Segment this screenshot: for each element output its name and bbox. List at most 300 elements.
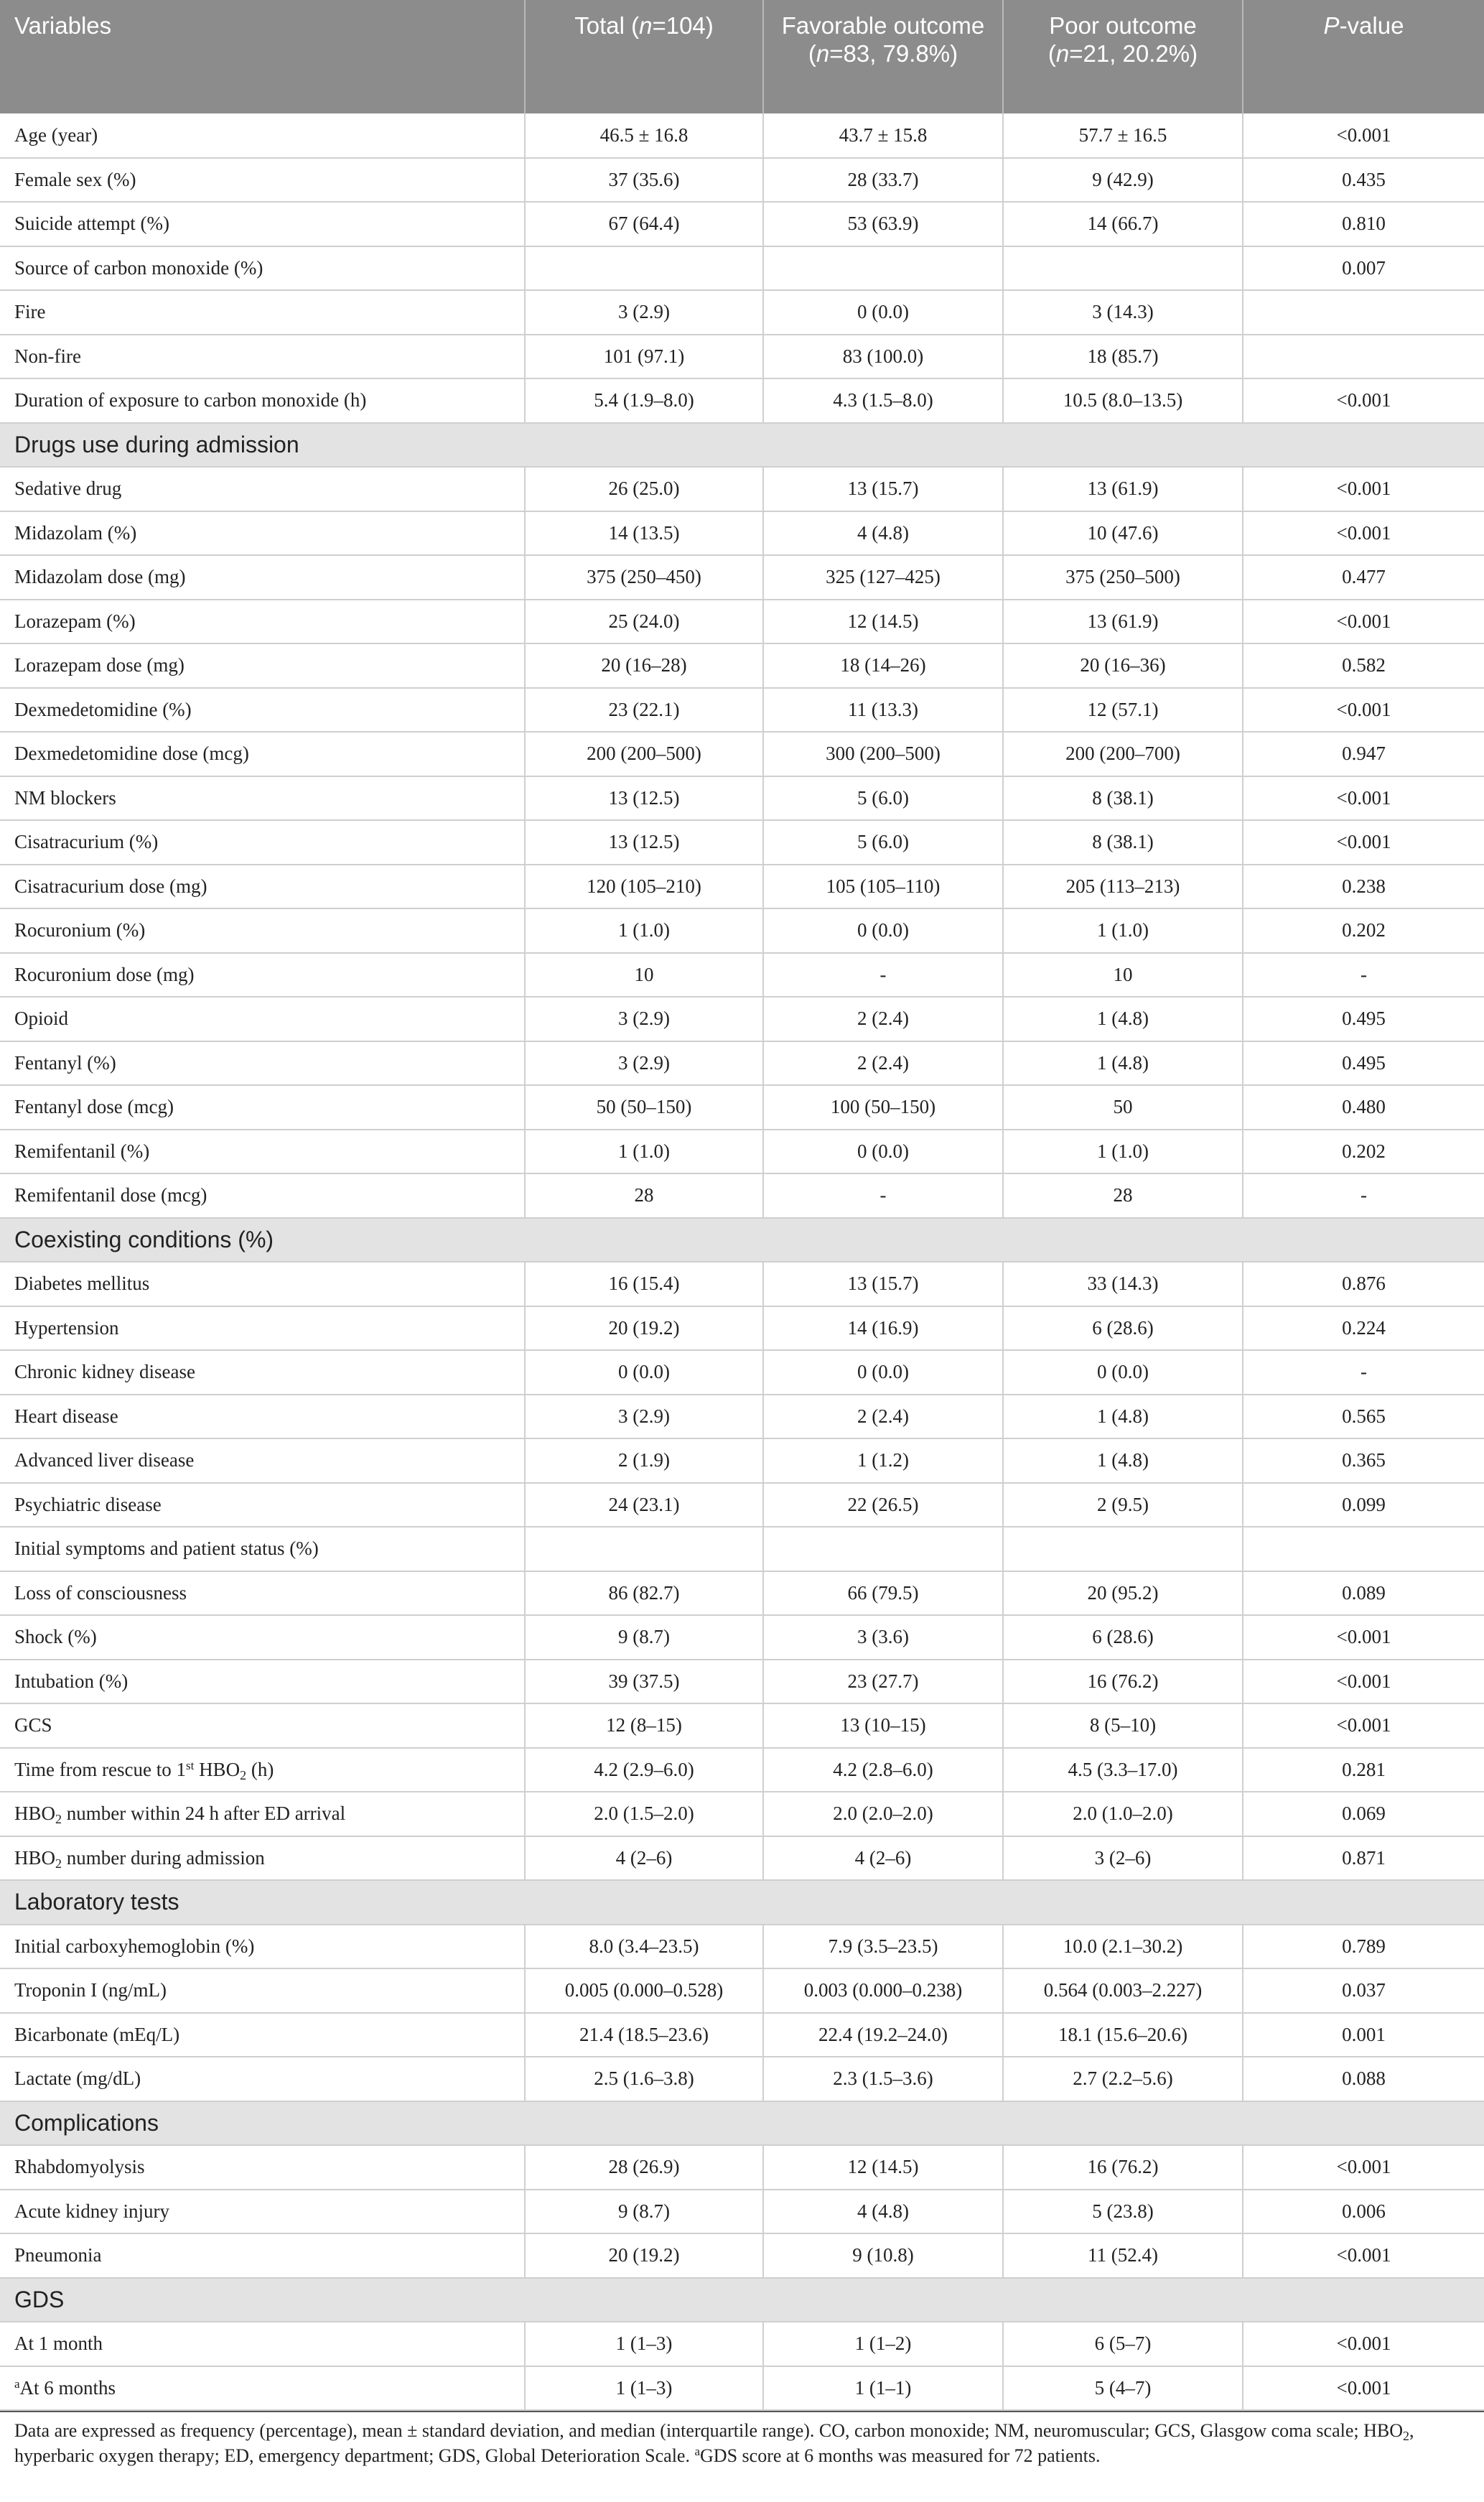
cell-p-value: 0.495 (1243, 997, 1484, 1041)
cell-total: 21.4 (18.5–23.6) (525, 2013, 763, 2057)
cell-p-value: 0.876 (1243, 1262, 1484, 1306)
table-row (0, 2057, 1484, 2101)
cell-p-value (1243, 290, 1484, 335)
cell-favorable-outcome: 1 (1–2) (763, 2322, 1003, 2366)
table-row (0, 2322, 1484, 2366)
cell-favorable-outcome: 0 (0.0) (763, 290, 1003, 335)
table-body (0, 113, 1484, 2410)
cell-total: 20 (19.2) (525, 1306, 763, 1351)
table-row (0, 2190, 1484, 2234)
cell-favorable-outcome: 7.9 (3.5–23.5) (763, 1925, 1003, 1969)
cell-favorable-outcome: 13 (15.7) (763, 1262, 1003, 1306)
cell-variables: Intubation (%) (0, 1660, 525, 1704)
cell-total: 13 (12.5) (525, 776, 763, 821)
section-row (0, 1218, 1484, 1262)
table-row (0, 555, 1484, 600)
header-favorable-outcome: Favorable outcome (n=83, 79.8%) (763, 0, 1003, 113)
cell-total: 50 (50–150) (525, 1085, 763, 1130)
table-row (0, 1660, 1484, 1704)
cell-variables: Lorazepam dose (mg) (0, 643, 525, 688)
cell-favorable-outcome: 12 (14.5) (763, 600, 1003, 644)
section-heading: Laboratory tests (0, 1880, 1484, 1925)
cell-variables: Rocuronium (%) (0, 908, 525, 953)
cell-favorable-outcome: 0 (0.0) (763, 1350, 1003, 1395)
cell-poor-outcome: 0 (0.0) (1003, 1350, 1243, 1395)
cell-p-value: 0.099 (1243, 1483, 1484, 1527)
cell-poor-outcome: 8 (5–10) (1003, 1703, 1243, 1748)
cell-variables: Psychiatric disease (0, 1483, 525, 1527)
cell-poor-outcome: 1 (4.8) (1003, 1438, 1243, 1483)
cell-favorable-outcome: 0.003 (0.000–0.238) (763, 1968, 1003, 2013)
table-row (0, 2013, 1484, 2057)
cell-p-value: <0.001 (1243, 776, 1484, 821)
cell-total: 26 (25.0) (525, 467, 763, 511)
cell-p-value: <0.001 (1243, 378, 1484, 423)
table-row (0, 997, 1484, 1041)
cell-variables: Suicide attempt (%) (0, 202, 525, 246)
cell-total: 3 (2.9) (525, 1041, 763, 1086)
cell-poor-outcome: 205 (113–213) (1003, 865, 1243, 909)
cell-total: 46.5 ± 16.8 (525, 113, 763, 158)
cell-poor-outcome: 2 (9.5) (1003, 1483, 1243, 1527)
cell-p-value: - (1243, 1173, 1484, 1218)
cell-favorable-outcome: 4.2 (2.8–6.0) (763, 1748, 1003, 1792)
cell-total: 5.4 (1.9–8.0) (525, 378, 763, 423)
cell-variables: Dexmedetomidine dose (mcg) (0, 732, 525, 776)
table-row (0, 688, 1484, 733)
cell-total: 16 (15.4) (525, 1262, 763, 1306)
cell-variables: Opioid (0, 997, 525, 1041)
cell-total: 3 (2.9) (525, 1395, 763, 1439)
table-row (0, 1615, 1484, 1660)
cell-variables: $^a$At 6 months (0, 2366, 525, 2411)
cell-poor-outcome (1003, 1527, 1243, 1571)
section-heading: Complications (0, 2101, 1484, 2146)
table-row (0, 113, 1484, 158)
table-row (0, 643, 1484, 688)
table-row (0, 1571, 1484, 1616)
cell-p-value: <0.001 (1243, 600, 1484, 644)
cell-variables: Acute kidney injury (0, 2190, 525, 2234)
cell-variables: Dexmedetomidine (%) (0, 688, 525, 733)
cell-poor-outcome: 5 (4–7) (1003, 2366, 1243, 2411)
cell-total: 3 (2.9) (525, 290, 763, 335)
cell-poor-outcome: 4.5 (3.3–17.0) (1003, 1748, 1243, 1792)
cell-favorable-outcome: 11 (13.3) (763, 688, 1003, 733)
cell-poor-outcome: 6 (5–7) (1003, 2322, 1243, 2366)
cell-total: 2.0 (1.5–2.0) (525, 1792, 763, 1836)
table-row (0, 290, 1484, 335)
cell-poor-outcome: 14 (66.7) (1003, 202, 1243, 246)
cell-variables: Advanced liver disease (0, 1438, 525, 1483)
cell-favorable-outcome: 83 (100.0) (763, 335, 1003, 379)
cell-total: 25 (24.0) (525, 600, 763, 644)
cell-variables: Non-fire (0, 335, 525, 379)
cell-poor-outcome: 1 (4.8) (1003, 1395, 1243, 1439)
cell-total (525, 1527, 763, 1571)
table-row (0, 378, 1484, 423)
cell-variables: $HBO_2$ number during admission (0, 1836, 525, 1881)
cell-poor-outcome: 10.5 (8.0–13.5) (1003, 378, 1243, 423)
cell-poor-outcome: 1 (4.8) (1003, 997, 1243, 1041)
cell-total: 1 (1–3) (525, 2366, 763, 2411)
cell-favorable-outcome: 1 (1.2) (763, 1438, 1003, 1483)
cell-total: 12 (8–15) (525, 1703, 763, 1748)
cell-p-value: 0.789 (1243, 1925, 1484, 1969)
cell-p-value: 0.495 (1243, 1041, 1484, 1086)
cell-favorable-outcome: 325 (127–425) (763, 555, 1003, 600)
cell-p-value: - (1243, 1350, 1484, 1395)
section-row (0, 423, 1484, 468)
cell-p-value: 0.088 (1243, 2057, 1484, 2101)
cell-poor-outcome: 20 (16–36) (1003, 643, 1243, 688)
cell-p-value: <0.001 (1243, 688, 1484, 733)
table-row (0, 776, 1484, 821)
cell-favorable-outcome: 0 (0.0) (763, 908, 1003, 953)
cell-total: 9 (8.7) (525, 1615, 763, 1660)
cell-poor-outcome: 9 (42.9) (1003, 158, 1243, 203)
table-header-row (0, 0, 1484, 113)
cell-variables: Female sex (%) (0, 158, 525, 203)
table-row (0, 2145, 1484, 2190)
cell-p-value: 0.281 (1243, 1748, 1484, 1792)
cell-favorable-outcome: 300 (200–500) (763, 732, 1003, 776)
cell-poor-outcome: 1 (4.8) (1003, 1041, 1243, 1086)
table-row (0, 335, 1484, 379)
section-row (0, 1880, 1484, 1925)
cell-variables: At 1 month (0, 2322, 525, 2366)
cell-total: 375 (250–450) (525, 555, 763, 600)
cell-p-value: 0.871 (1243, 1836, 1484, 1881)
cell-favorable-outcome: 4 (4.8) (763, 511, 1003, 556)
table-row (0, 2233, 1484, 2278)
cell-p-value: 0.202 (1243, 908, 1484, 953)
cell-favorable-outcome: 66 (79.5) (763, 1571, 1003, 1616)
table-row (0, 1792, 1484, 1836)
cell-favorable-outcome: 5 (6.0) (763, 776, 1003, 821)
cell-total: 1 (1–3) (525, 2322, 763, 2366)
cell-favorable-outcome: 18 (14–26) (763, 643, 1003, 688)
cell-p-value: <0.001 (1243, 511, 1484, 556)
cell-poor-outcome: 375 (250–500) (1003, 555, 1243, 600)
cell-total: 14 (13.5) (525, 511, 763, 556)
cell-total: 10 (525, 953, 763, 997)
cell-poor-outcome: 5 (23.8) (1003, 2190, 1243, 2234)
cell-p-value: 0.037 (1243, 1968, 1484, 2013)
cell-total: 4 (2–6) (525, 1836, 763, 1881)
cell-p-value: 0.238 (1243, 865, 1484, 909)
cell-total: 1 (1.0) (525, 908, 763, 953)
section-heading: Drugs use during admission (0, 423, 1484, 468)
cell-favorable-outcome: 0 (0.0) (763, 1130, 1003, 1174)
cell-p-value: 0.069 (1243, 1792, 1484, 1836)
cell-variables: Initial carboxyhemoglobin (%) (0, 1925, 525, 1969)
cell-favorable-outcome: 4 (2–6) (763, 1836, 1003, 1881)
cell-poor-outcome: 10 (47.6) (1003, 511, 1243, 556)
cell-total: 37 (35.6) (525, 158, 763, 203)
cell-poor-outcome: 2.0 (1.0–2.0) (1003, 1792, 1243, 1836)
table-row (0, 1438, 1484, 1483)
section-row (0, 2278, 1484, 2322)
cell-favorable-outcome: 22.4 (19.2–24.0) (763, 2013, 1003, 2057)
cell-variables: Fire (0, 290, 525, 335)
cell-variables: Shock (%) (0, 1615, 525, 1660)
cell-variables: Lactate (mg/dL) (0, 2057, 525, 2101)
cell-total: 28 (525, 1173, 763, 1218)
header-total: Total (n=104) (525, 0, 763, 113)
table-row (0, 1173, 1484, 1218)
cell-poor-outcome: 8 (38.1) (1003, 820, 1243, 865)
cell-variables: Initial symptoms and patient status (%) (0, 1527, 525, 1571)
cell-poor-outcome: 0.564 (0.003–2.227) (1003, 1968, 1243, 2013)
section-heading: GDS (0, 2278, 1484, 2322)
cell-variables: Hypertension (0, 1306, 525, 1351)
cell-p-value: 0.810 (1243, 202, 1484, 246)
cell-favorable-outcome: 4.3 (1.5–8.0) (763, 378, 1003, 423)
cell-variables: Midazolam (%) (0, 511, 525, 556)
cell-favorable-outcome: 2 (2.4) (763, 997, 1003, 1041)
cell-favorable-outcome: 28 (33.7) (763, 158, 1003, 203)
cell-favorable-outcome: 2.0 (2.0–2.0) (763, 1792, 1003, 1836)
cell-poor-outcome: 18 (85.7) (1003, 335, 1243, 379)
cell-variables: Rhabdomyolysis (0, 2145, 525, 2190)
header-variables: Variables (0, 0, 525, 113)
cell-favorable-outcome: 2 (2.4) (763, 1395, 1003, 1439)
cell-favorable-outcome: 4 (4.8) (763, 2190, 1003, 2234)
cell-p-value: 0.224 (1243, 1306, 1484, 1351)
cell-variables: Fentanyl (%) (0, 1041, 525, 1086)
cell-total: 120 (105–210) (525, 865, 763, 909)
cell-variables: Heart disease (0, 1395, 525, 1439)
cell-poor-outcome: 16 (76.2) (1003, 1660, 1243, 1704)
cell-variables: Age (year) (0, 113, 525, 158)
cell-favorable-outcome (763, 1527, 1003, 1571)
cell-poor-outcome: 200 (200–700) (1003, 732, 1243, 776)
cell-total: 0 (0.0) (525, 1350, 763, 1395)
table-row (0, 1130, 1484, 1174)
table-row (0, 1836, 1484, 1881)
cell-favorable-outcome: 1 (1–1) (763, 2366, 1003, 2411)
cell-favorable-outcome: 43.7 ± 15.8 (763, 113, 1003, 158)
cell-p-value: <0.001 (1243, 2145, 1484, 2190)
cell-variables: Remifentanil (%) (0, 1130, 525, 1174)
cell-variables: Diabetes mellitus (0, 1262, 525, 1306)
cell-poor-outcome: 3 (14.3) (1003, 290, 1243, 335)
cell-variables: Bicarbonate (mEq/L) (0, 2013, 525, 2057)
cell-variables: Fentanyl dose (mcg) (0, 1085, 525, 1130)
table-row (0, 1085, 1484, 1130)
cell-p-value: <0.001 (1243, 1703, 1484, 1748)
cell-variables: Midazolam dose (mg) (0, 555, 525, 600)
cell-p-value: 0.202 (1243, 1130, 1484, 1174)
cell-favorable-outcome: 5 (6.0) (763, 820, 1003, 865)
cell-p-value: 0.947 (1243, 732, 1484, 776)
header-poor-outcome: Poor outcome (n=21, 20.2%) (1003, 0, 1243, 113)
cell-variables: NM blockers (0, 776, 525, 821)
cell-total: 1 (1.0) (525, 1130, 763, 1174)
table-row (0, 600, 1484, 644)
cell-total: 67 (64.4) (525, 202, 763, 246)
table-row (0, 865, 1484, 909)
cell-poor-outcome: 20 (95.2) (1003, 1571, 1243, 1616)
cell-total: 2 (1.9) (525, 1438, 763, 1483)
cell-favorable-outcome: 2 (2.4) (763, 1041, 1003, 1086)
table-row (0, 511, 1484, 556)
cell-p-value (1243, 1527, 1484, 1571)
cell-variables: Remifentanil dose (mcg) (0, 1173, 525, 1218)
cell-total: 13 (12.5) (525, 820, 763, 865)
cell-total: 9 (8.7) (525, 2190, 763, 2234)
cell-variables: Loss of consciousness (0, 1571, 525, 1616)
cell-p-value: 0.477 (1243, 555, 1484, 600)
cell-favorable-outcome: 13 (10–15) (763, 1703, 1003, 1748)
cell-total: 20 (16–28) (525, 643, 763, 688)
cell-favorable-outcome: 13 (15.7) (763, 467, 1003, 511)
table-row (0, 1703, 1484, 1748)
table-footnote: Data are expressed as frequency (percentage), mean ± standard deviation, and median (interquartile range). CO, carbon monoxide; NM, neuromuscular; GCS, Glasgow coma scale; $HBO_2$, hyperbaric oxygen therapy; ED, emergency department; GDS, Global Deterioration Scale. $^a$GDS score at 6 months was measured for 72 patients. (0, 2411, 1484, 2468)
cell-p-value: <0.001 (1243, 1615, 1484, 1660)
table-row (0, 820, 1484, 865)
cell-poor-outcome: 6 (28.6) (1003, 1306, 1243, 1351)
cell-poor-outcome: 12 (57.1) (1003, 688, 1243, 733)
cell-variables: Cisatracurium dose (mg) (0, 865, 525, 909)
cell-favorable-outcome (763, 246, 1003, 291)
cell-p-value: <0.001 (1243, 1660, 1484, 1704)
table-row (0, 202, 1484, 246)
cell-p-value: 0.435 (1243, 158, 1484, 203)
cell-poor-outcome: 13 (61.9) (1003, 467, 1243, 511)
cell-total: 39 (37.5) (525, 1660, 763, 1704)
table-row (0, 1748, 1484, 1792)
cell-total: 20 (19.2) (525, 2233, 763, 2278)
table-row (0, 1925, 1484, 1969)
cell-p-value (1243, 335, 1484, 379)
cell-variables: Cisatracurium (%) (0, 820, 525, 865)
table-row (0, 1350, 1484, 1395)
cell-variables: Sedative drug (0, 467, 525, 511)
cell-total: 28 (26.9) (525, 2145, 763, 2190)
cell-total: 86 (82.7) (525, 1571, 763, 1616)
cell-variables: GCS (0, 1703, 525, 1748)
cell-poor-outcome: 50 (1003, 1085, 1243, 1130)
cell-poor-outcome: 2.7 (2.2–5.6) (1003, 2057, 1243, 2101)
cell-total: 2.5 (1.6–3.8) (525, 2057, 763, 2101)
cell-variables: $HBO_2$ number within 24 h after ED arrival (0, 1792, 525, 1836)
cell-p-value: 0.007 (1243, 246, 1484, 291)
cell-variables: Chronic kidney disease (0, 1350, 525, 1395)
cell-poor-outcome: 16 (76.2) (1003, 2145, 1243, 2190)
cell-p-value: 0.365 (1243, 1438, 1484, 1483)
cell-p-value: 0.582 (1243, 643, 1484, 688)
cell-favorable-outcome: 2.3 (1.5–3.6) (763, 2057, 1003, 2101)
cell-p-value: <0.001 (1243, 2366, 1484, 2411)
cell-poor-outcome: 1 (1.0) (1003, 908, 1243, 953)
cell-p-value: 0.001 (1243, 2013, 1484, 2057)
table-row (0, 158, 1484, 203)
cell-poor-outcome: 10.0 (2.1–30.2) (1003, 1925, 1243, 1969)
table-row (0, 953, 1484, 997)
cell-favorable-outcome: 9 (10.8) (763, 2233, 1003, 2278)
cell-poor-outcome: 10 (1003, 953, 1243, 997)
cell-total: 3 (2.9) (525, 997, 763, 1041)
cell-variables: Troponin I (ng/mL) (0, 1968, 525, 2013)
cell-favorable-outcome: 23 (27.7) (763, 1660, 1003, 1704)
cell-p-value: <0.001 (1243, 113, 1484, 158)
header-p-value: P-value (1243, 0, 1484, 113)
table-row (0, 1968, 1484, 2013)
table-row (0, 1041, 1484, 1086)
cell-favorable-outcome: 12 (14.5) (763, 2145, 1003, 2190)
cell-total: 200 (200–500) (525, 732, 763, 776)
cell-poor-outcome: 3 (2–6) (1003, 1836, 1243, 1881)
cell-favorable-outcome: 105 (105–110) (763, 865, 1003, 909)
cell-favorable-outcome: 53 (63.9) (763, 202, 1003, 246)
cell-total: 0.005 (0.000–0.528) (525, 1968, 763, 2013)
cell-poor-outcome: 33 (14.3) (1003, 1262, 1243, 1306)
table-row (0, 1262, 1484, 1306)
cell-favorable-outcome: - (763, 1173, 1003, 1218)
cell-variables: Lorazepam (%) (0, 600, 525, 644)
cell-poor-outcome: 18.1 (15.6–20.6) (1003, 2013, 1243, 2057)
cell-poor-outcome: 57.7 ± 16.5 (1003, 113, 1243, 158)
table-row (0, 467, 1484, 511)
cell-variables: Source of carbon monoxide (%) (0, 246, 525, 291)
section-heading: Coexisting conditions (%) (0, 1218, 1484, 1262)
table-row (0, 246, 1484, 291)
cell-poor-outcome: 28 (1003, 1173, 1243, 1218)
cell-variables: Time from rescue to 1st $HBO_2$ (h) (0, 1748, 525, 1792)
cell-poor-outcome: 1 (1.0) (1003, 1130, 1243, 1174)
cell-poor-outcome: 6 (28.6) (1003, 1615, 1243, 1660)
cell-total: 24 (23.1) (525, 1483, 763, 1527)
cell-total: 4.2 (2.9–6.0) (525, 1748, 763, 1792)
cell-poor-outcome (1003, 246, 1243, 291)
cell-variables: Rocuronium dose (mg) (0, 953, 525, 997)
cell-favorable-outcome: 22 (26.5) (763, 1483, 1003, 1527)
cell-favorable-outcome: 100 (50–150) (763, 1085, 1003, 1130)
cell-p-value: 0.006 (1243, 2190, 1484, 2234)
cell-poor-outcome: 11 (52.4) (1003, 2233, 1243, 2278)
cell-total: 23 (22.1) (525, 688, 763, 733)
table-row (0, 1527, 1484, 1571)
cell-variables: Pneumonia (0, 2233, 525, 2278)
cell-poor-outcome: 13 (61.9) (1003, 600, 1243, 644)
cell-poor-outcome: 8 (38.1) (1003, 776, 1243, 821)
cell-p-value: 0.480 (1243, 1085, 1484, 1130)
table-row (0, 1483, 1484, 1527)
cell-p-value: <0.001 (1243, 467, 1484, 511)
cell-p-value: 0.565 (1243, 1395, 1484, 1439)
table-row (0, 732, 1484, 776)
cell-total (525, 246, 763, 291)
cell-total: 8.0 (3.4–23.5) (525, 1925, 763, 1969)
cell-favorable-outcome: 3 (3.6) (763, 1615, 1003, 1660)
section-row (0, 2101, 1484, 2146)
table-row (0, 908, 1484, 953)
table-row (0, 1395, 1484, 1439)
cell-p-value: 0.089 (1243, 1571, 1484, 1616)
cell-p-value: <0.001 (1243, 2322, 1484, 2366)
cell-favorable-outcome: 14 (16.9) (763, 1306, 1003, 1351)
cell-variables: Duration of exposure to carbon monoxide (h) (0, 378, 525, 423)
cell-favorable-outcome: - (763, 953, 1003, 997)
cell-total: 101 (97.1) (525, 335, 763, 379)
cell-p-value: <0.001 (1243, 820, 1484, 865)
cell-p-value: <0.001 (1243, 2233, 1484, 2278)
table-row (0, 2366, 1484, 2411)
table-row (0, 1306, 1484, 1351)
cell-p-value: - (1243, 953, 1484, 997)
